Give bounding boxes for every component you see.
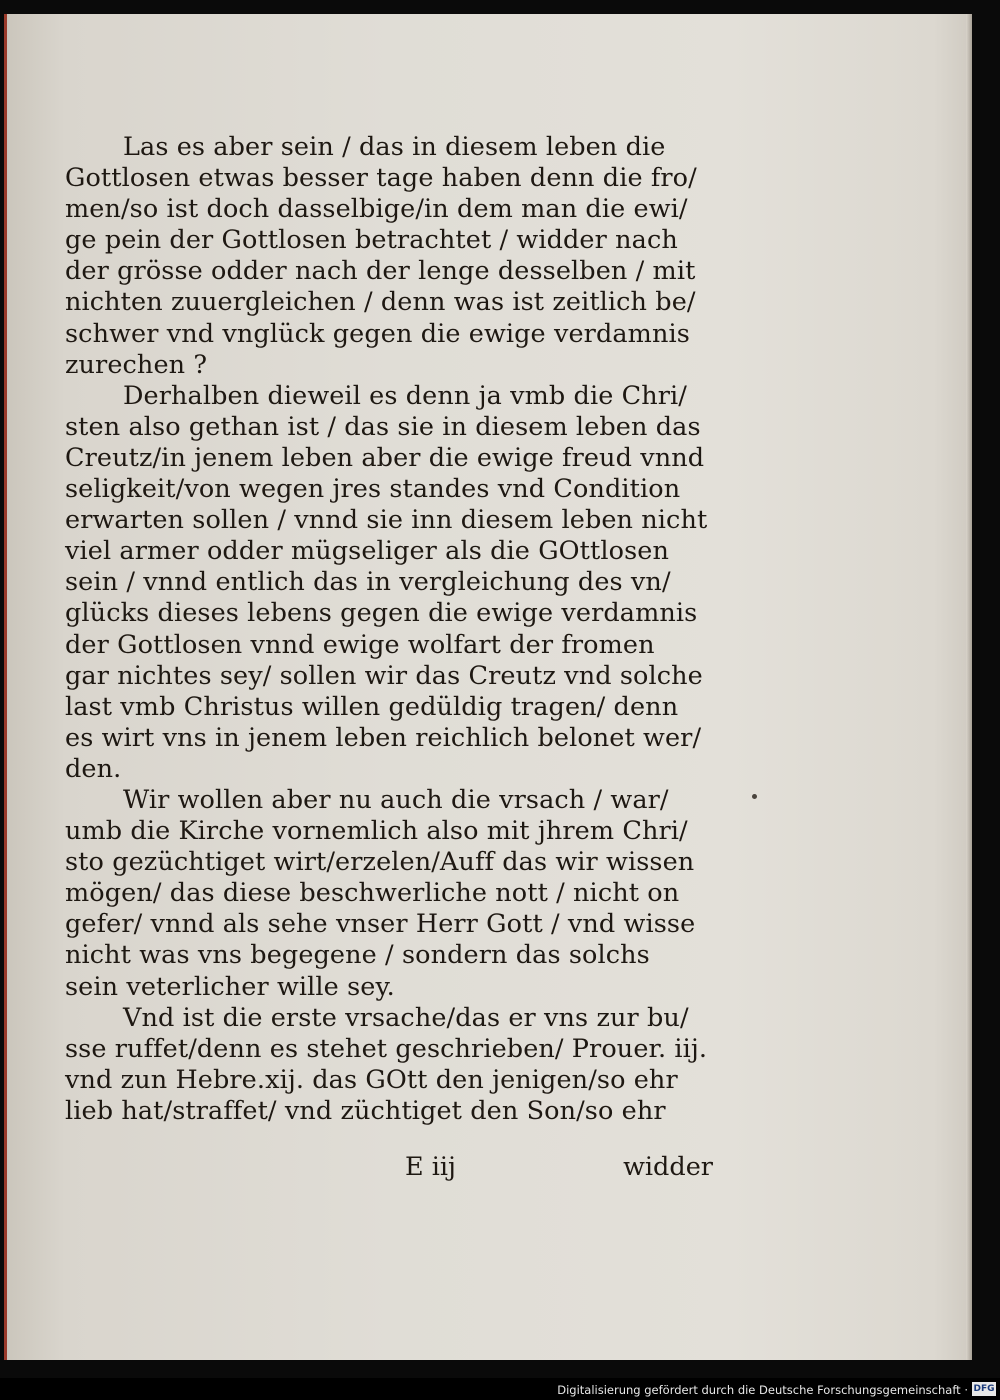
- text-line: viel armer odder mügseliger als die GOttlosen: [65, 536, 669, 567]
- text-line: Derhalben dieweil es denn ja vmb die Chri/: [123, 380, 687, 411]
- footer-bar: [0, 1378, 1000, 1400]
- page-edge: [966, 14, 972, 1360]
- page-footer-marks: [65, 1152, 725, 1184]
- text-line: Vnd ist die erste vrsache/das er vns zur bu/: [123, 1002, 689, 1033]
- text-line: es wirt vns in jenem leben reichlich belonet wer/: [65, 722, 702, 753]
- text-line: sein / vnnd entlich das in vergleichung des vn/: [65, 567, 671, 598]
- catchword: widder: [623, 1152, 713, 1182]
- text-line: nichten zuuergleichen / denn was ist zeitlich be/: [65, 287, 696, 318]
- dfg-logo: DFG: [973, 1384, 995, 1394]
- funding-credit: Digitalisierung gefördert durch die Deutsche Forschungsgemeinschaft ·: [557, 1383, 968, 1397]
- text-line: Wir wollen aber nu auch die vrsach / war/: [123, 784, 669, 815]
- text-line: sten also gethan ist / das sie in diesem leben das: [65, 411, 701, 442]
- text-line: glücks dieses lebens gegen die ewige verdamnis: [65, 598, 698, 629]
- text-line: der Gottlosen vnnd ewige wolfart der fromen: [65, 629, 655, 660]
- text-line: men/so ist doch dasselbige/in dem man die ewi/: [65, 194, 688, 225]
- text-line: last vmb Christus willen gedüldig tragen/ denn: [65, 691, 679, 722]
- text-line: gefer/ vnnd als sehe vnser Herr Gott / vnd wisse: [65, 909, 696, 940]
- page-text: [65, 132, 725, 1127]
- text-line: zurechen ?: [65, 349, 208, 380]
- text-line: sto gezüchtiget wirt/erzelen/Auff das wir wissen: [65, 847, 695, 878]
- text-line: sein veterlicher wille sey.: [65, 971, 395, 1002]
- text-line: lieb hat/straffet/ vnd züchtiget den Son/so ehr: [65, 1095, 666, 1126]
- text-line: Las es aber sein / das in diesem leben die: [123, 132, 666, 162]
- text-line: Creutz/in jenem leben aber die ewige freud vnnd: [65, 442, 705, 473]
- ink-speck: [752, 794, 757, 799]
- text-line: erwarten sollen / vnnd sie inn diesem leben nicht: [65, 505, 708, 536]
- text-line: nicht was vns begegene / sondern das solchs: [65, 940, 650, 971]
- text-line: sse ruffet/denn es stehet geschrieben/ Prouer. iij.: [65, 1033, 708, 1064]
- text-line: ge pein der Gottlosen betrachtet / widder nach: [65, 225, 678, 256]
- text-line: vnd zun Hebre.xij. das GOtt den jenigen/so ehr: [65, 1064, 678, 1095]
- text-line: gar nichtes sey/ sollen wir das Creutz vnd solche: [65, 660, 703, 691]
- text-line: umb die Kirche vornemlich also mit jhrem Chri/: [65, 816, 688, 847]
- text-line: der grösse odder nach der lenge desselben / mit: [65, 256, 696, 287]
- text-line: mögen/ das diese beschwerliche nott / nicht on: [65, 878, 680, 909]
- signature-mark: E iij: [405, 1152, 456, 1182]
- text-line: Gottlosen etwas besser tage haben denn die fro/: [65, 163, 697, 194]
- text-line: schwer vnd vnglück gegen die ewige verdamnis: [65, 318, 690, 349]
- text-line: seligkeit/von wegen jres standes vnd Condition: [65, 474, 681, 505]
- text-line: den.: [65, 753, 122, 784]
- book-page: [4, 14, 972, 1360]
